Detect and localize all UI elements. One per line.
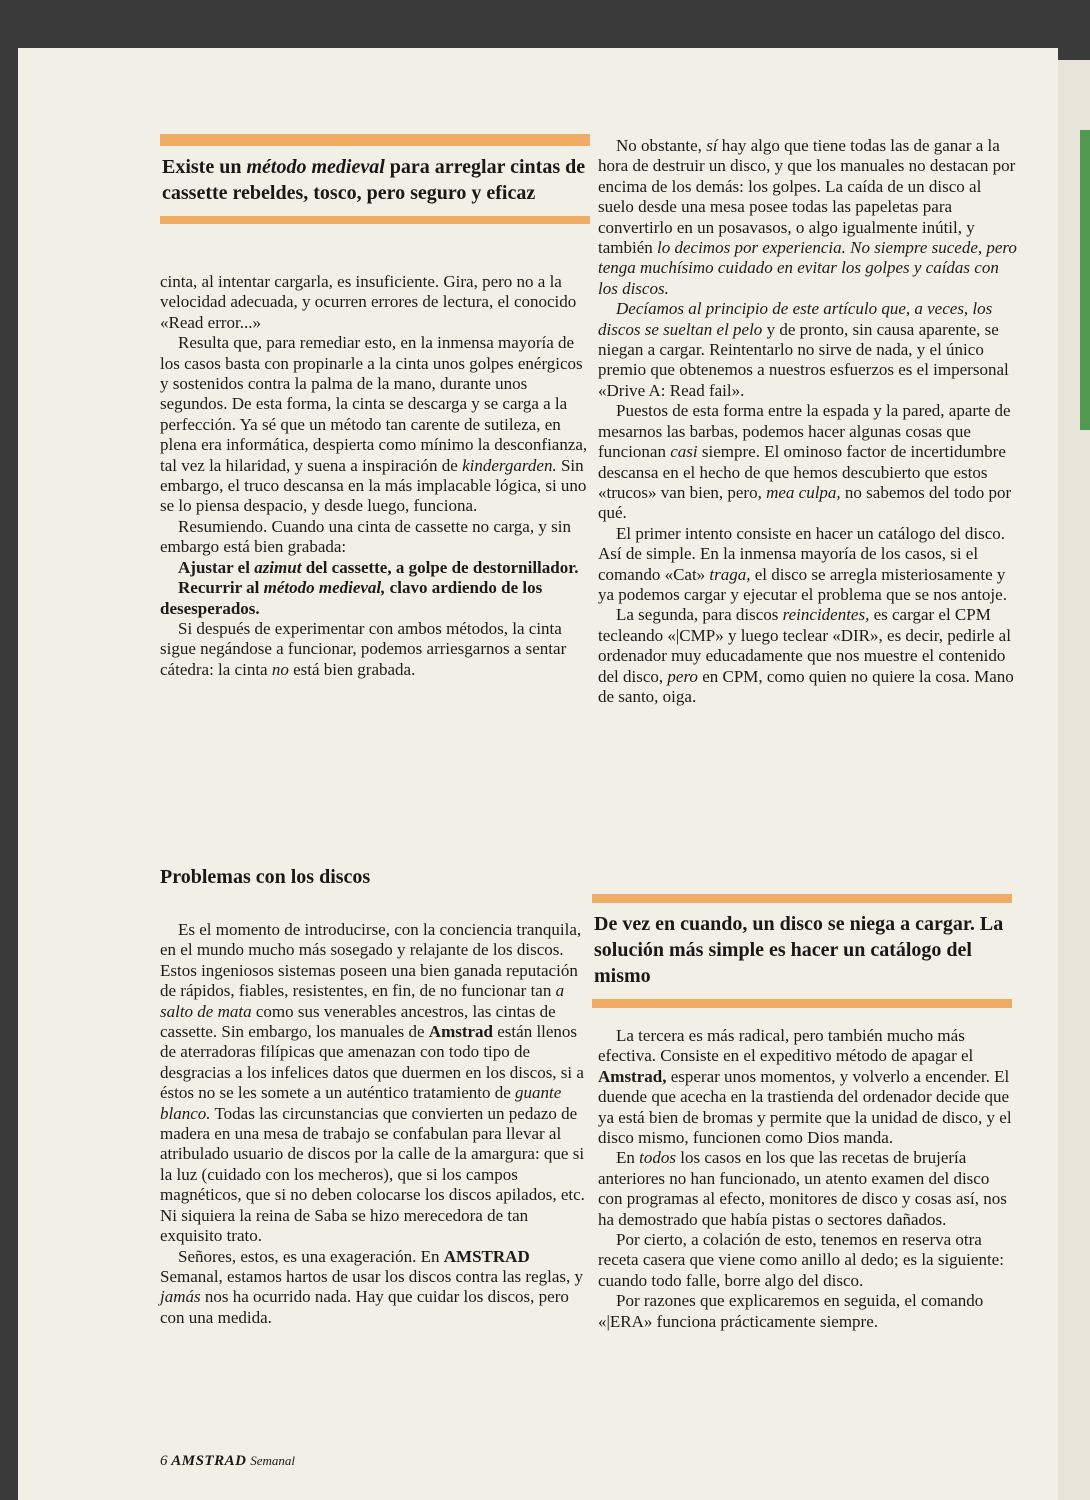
paragraph: Resumiendo. Cuando una cinta de cassette no carga, y sin embargo está bien grabada: bbox=[160, 516, 571, 557]
page-number: 6 bbox=[160, 1453, 168, 1469]
pull-quote-right-text: De vez en cuando, un disco se niega a cargar. La solución más simple es hacer un catálogo del mismo bbox=[594, 913, 1004, 987]
right-column bbox=[598, 136, 1018, 707]
paragraph: Si después de experimentar con ambos métodos, la cinta sigue negándose a funcionar, podemos arriesgarnos a sentar cátedra: la cinta no está bien grabada. bbox=[160, 618, 567, 679]
paragraph: Puestos de esta forma entre la espada y la pared, aparte de mesarnos las barbas, podemos hacer algunas cosas que funcionan casi siempre. El ominoso factor de incertidumbre descansa en el hecho de que hemos descubierto que estos «trucos» van bien, pero, mea culpa, no sabemos del todo por qué. bbox=[598, 401, 1012, 523]
paragraph: La segunda, para discos reincidentes, es cargar el CPM tecleando «|CMP» y luego teclear «DIR», es decir, pedirle al ordenador muy educadamente que nos muestre el contenido del disco, pero en CPM, como quien no quiere la cosa. Mano de santo, oiga. bbox=[598, 605, 1014, 706]
pull-quote-bar-bottom bbox=[160, 216, 590, 224]
footer-suffix: Semanal bbox=[250, 1453, 295, 1468]
pull-quote-right bbox=[592, 894, 1012, 1008]
pull-quote-left bbox=[160, 134, 590, 224]
right-lower-column bbox=[598, 1026, 1018, 1332]
paragraph: El primer intento consiste en hacer un catálogo del disco. Así de simple. En la inmensa mayoría de los casos, si el comando «Cat» traga, el disco se arregla misteriosamente y ya podemos cargar y ejecutar el problema que se nos antoje. bbox=[598, 523, 1007, 604]
paragraph: No obstante, sí hay algo que tiene todas las de ganar a la hora de destruir un disco, y que los manuales no destacan por encima de los demás: los golpes. La caída de un disco al suelo desde una mesa posee todas las papeletas para convertirlo en un posavasos, o algo igualmente inútil, y también lo decimos por experiencia. No siempre sucede, pero tenga muchísimo cuidado en evitar los golpes y caídas con los discos. bbox=[598, 136, 1017, 298]
paragraph: Resulta que, para remediar esto, en la inmensa mayoría de los casos basta con propinarle a la cinta unos golpes enérgicos y sostenidos contra la palma de la mano, durante unos segundos. De esta forma, la cinta se descarga y se carga a la perfección. Ya sé que un método tan carente de sutileza, en plena era informática, despierta como mínimo la desconfianza, tal vez la hilaridad, y suena a inspiración de kindergarden. Sin embargo, el truco descansa en la más implacable lógica, si uno se lo piensa despacio, y desde luego, funciona. bbox=[160, 333, 588, 516]
pull-quote-bar-top bbox=[160, 134, 590, 146]
footer-brand: AMSTRAD bbox=[171, 1453, 247, 1469]
pull-quote-bar-bottom bbox=[592, 999, 1012, 1008]
paragraph-bold: Ajustar el azimut del cassette, a golpe de destornillador. bbox=[178, 557, 579, 577]
paragraph: En todos los casos en los que las recetas de brujería anteriores no han funcionado, un atento examen del disco con programas al efecto, monitores de disco y cosas así, nos ha demostrado que había pistas o sectores dañados. bbox=[598, 1148, 1007, 1229]
paragraph: La tercera es más radical, pero también mucho más efectiva. Consiste en el expeditivo método de apagar el Amstrad, esperar unos momentos, y volverlo a encender. El duende que acecha en la trastienda del ordenador decide que ya está bien de bromas y permite que la unidad de disco, y el disco mismo, funcionen como Dios manda. bbox=[598, 1026, 1012, 1148]
page-footer bbox=[160, 1453, 295, 1470]
left-column bbox=[160, 272, 588, 680]
paragraph: Por razones que explicaremos en seguida, el comando «|ERA» funciona prácticamente siempre. bbox=[598, 1291, 984, 1331]
next-page-stripe bbox=[1080, 130, 1090, 430]
paragraph: Por cierto, a colación de esto, tenemos en reserva otra receta casera que viene como anillo al dedo; es la siguiente: cuando todo falle, borre algo del disco. bbox=[598, 1230, 1004, 1290]
pull-quote-left-text: Existe un método medieval para arreglar cintas de cassette rebeldes, tosco, pero seguro y eficaz bbox=[162, 156, 586, 204]
paragraph: Decíamos al principio de este artículo que, a veces, los discos se sueltan el pelo y de pronto, sin causa aparente, se niegan a cargar. Reintentarlo no sirve de nada, y el único premio que obtenemos a nuestros esfuerzos es el impersonal «Drive A: Read fail». bbox=[598, 299, 1009, 400]
magazine-page bbox=[18, 48, 1058, 1500]
section-subhead: Problemas con los discos bbox=[160, 866, 371, 888]
disks-section bbox=[160, 920, 588, 1328]
paragraph: Es el momento de introducirse, con la conciencia tranquila, en el mundo mucho más sosegado y relajante de los discos. Estos ingeniosos sistemas poseen una bien ganada reputación de rápidos, fiables, resistentes, en fin, de no funcionar tan a salto de mata como sus venerables ancestros, las cintas de cassette. Sin embargo, los manuales de Amstrad están llenos de aterradoras filípicas que amenazan con todo tipo de desgracias a los infelices datos que duermen en los discos, si a éstos no se les somete a un auténtico tratamiento de guante blanco. Todas las circunstancias que convierten un pedazo de madera en una mesa de trabajo se confabulan para llevar al atribulado usuario de discos por la calle de la amargura: que si la luz (cuidado con los mecheros), que si los campos magnéticos, que si no deben colocarse los discos apilados, etc. Ni siquiera la reina de Saba se hizo merecedora de tan exquisito trato. bbox=[160, 920, 585, 1246]
paragraph: cinta, al intentar cargarla, es insuficiente. Gira, pero no a la velocidad adecuada, y ocurren errores de lectura, el conocido «Read error...» bbox=[160, 272, 577, 332]
paragraph-bold: Recurrir al método medieval, clavo ardiendo de los desesperados. bbox=[160, 578, 543, 618]
paragraph: Señores, estos, es una exageración. En AMSTRAD Semanal, estamos hartos de usar los discos contra las reglas, y jamás nos ha ocurrido nada. Hay que cuidar los discos, pero con una medida. bbox=[160, 1246, 584, 1327]
pull-quote-bar-top bbox=[592, 894, 1012, 903]
